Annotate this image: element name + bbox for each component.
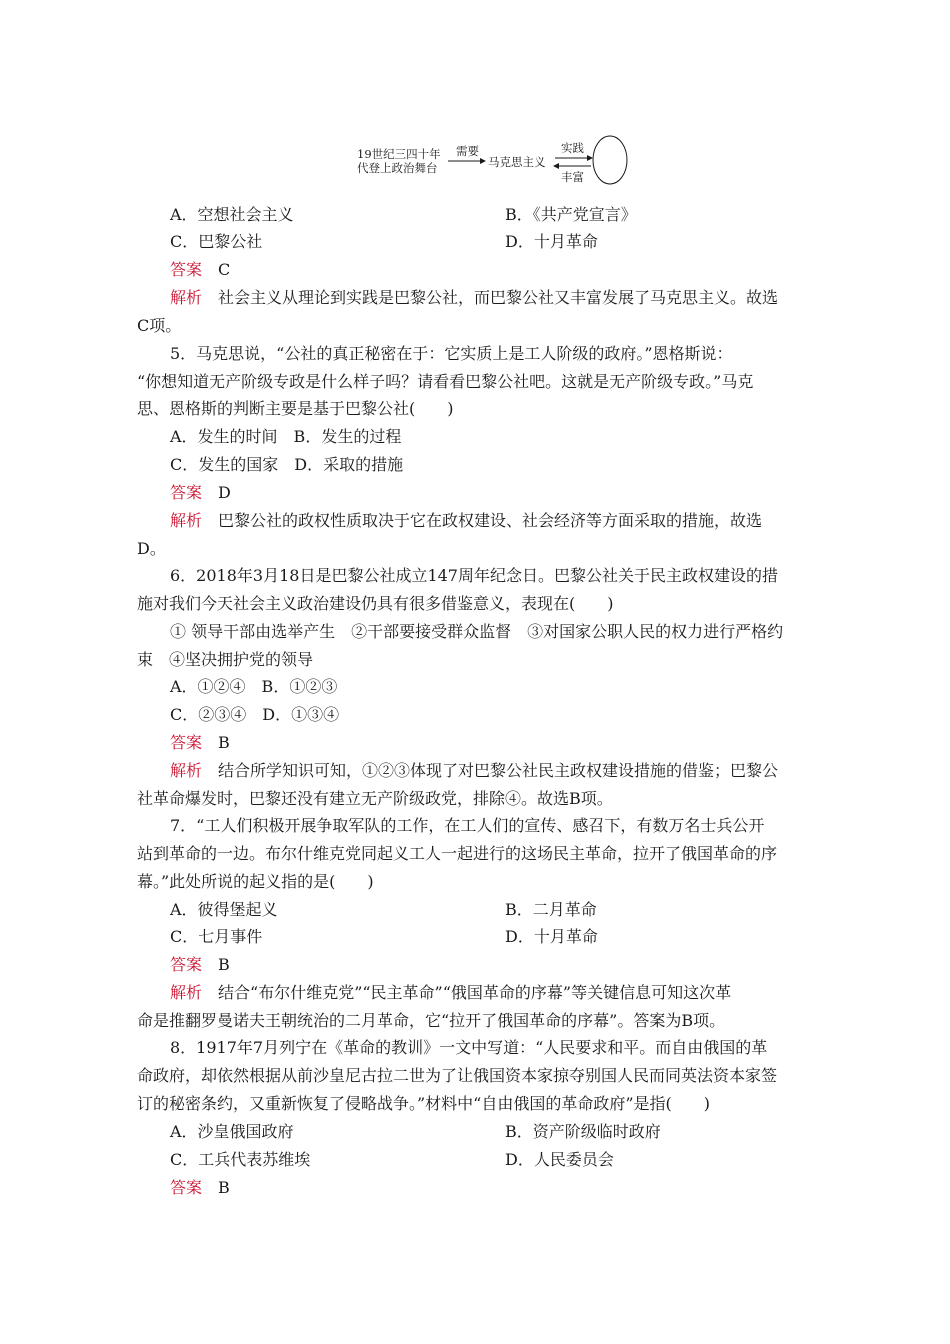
q5-answer xyxy=(170,483,850,503)
q6-answer xyxy=(170,733,850,753)
q8-option-d: D．人民委员会 xyxy=(505,1150,614,1169)
q5-options-line-1: A．发生的时间 B．发生的过程 xyxy=(170,427,402,446)
diagram-arrow-label: 需要 xyxy=(456,144,479,158)
q6-items-line-1: ① 领导干部由选举产生 ②干部要接受群众监督 ③对国家公职人民的权力进行严格约 xyxy=(170,622,784,641)
analysis-text: 结合所学知识可知，①②③体现了对巴黎公社民主政权建设措施的借鉴；巴黎公 xyxy=(218,761,779,780)
analysis-label: 解析 xyxy=(170,288,203,307)
answer-value: B xyxy=(218,1178,230,1197)
analysis-label: 解析 xyxy=(170,761,203,780)
q7-answer xyxy=(170,955,850,975)
q4-option-b: B．《共产党宣言》 xyxy=(505,205,637,224)
diagram-left-line-1: 19世纪三四十年 xyxy=(357,147,441,161)
diagram-top-label: 实践 xyxy=(561,141,584,155)
q5-stem-line-1: 5．马克思说，“公社的真正秘密在于：它实质上是工人阶级的政府。”恩格斯说： xyxy=(170,344,733,363)
double-arrow-icon xyxy=(553,154,593,170)
q7-option-d: D．十月革命 xyxy=(505,927,598,946)
q6-stem-line-1: 6．2018年3月18日是巴黎公社成立147周年纪念日。巴黎公社关于民主政权建设的措 xyxy=(170,566,778,585)
q7-stem-line-1: 7．“工人们积极开展争取军队的工作，在工人们的宣传、感召下，有数万名士兵公开 xyxy=(170,816,765,835)
q4-option-a: A．空想社会主义 xyxy=(170,205,294,224)
answer-label: 答案 xyxy=(170,955,203,974)
analysis-label: 解析 xyxy=(170,511,203,530)
answer-value: B xyxy=(218,955,230,974)
diagram-center-label: 马克思主义 xyxy=(488,155,546,169)
q7-analysis-line-2: 命是推翻罗曼诺夫王朝统治的二月革命，它“拉开了俄国革命的序幕”。答案为B项。 xyxy=(137,1011,726,1030)
q5-analysis-line-2: D。 xyxy=(137,539,166,558)
q6-analysis-line-2: 社革命爆发时，巴黎还没有建立无产阶级政党，排除④。故选B项。 xyxy=(137,789,613,808)
q8-stem-line-3: 订的秘密条约，又重新恢复了侵略战争。”材料中“自由俄国的革命政府”是指( ) xyxy=(137,1094,711,1113)
q8-option-b: B．资产阶级临时政府 xyxy=(505,1122,661,1141)
q4-analysis-line-2: C项。 xyxy=(137,316,182,335)
q4-option-c: C．巴黎公社 xyxy=(170,232,263,251)
q5-options-line-2: C．发生的国家 D．采取的措施 xyxy=(170,455,404,474)
answer-value: B xyxy=(218,733,230,752)
answer-value: C xyxy=(218,260,231,279)
q7-option-b: B．二月革命 xyxy=(505,900,597,919)
q6-items-line-2: 束 ④坚决拥护党的领导 xyxy=(137,650,314,669)
q7-option-a: A．彼得堡起义 xyxy=(170,900,278,919)
q8-answer xyxy=(170,1178,850,1198)
right-arrow-icon xyxy=(446,156,486,166)
answer-label: 答案 xyxy=(170,260,203,279)
analysis-text: 社会主义从理论到实践是巴黎公社，而巴黎公社又丰富发展了马克思主义。故选 xyxy=(218,288,779,307)
q7-option-c: C．七月事件 xyxy=(170,927,263,946)
q5-analysis-line-1 xyxy=(170,511,850,531)
q7-stem-line-2: 站到革命的一边。布尔什维克党同起义工人一起进行的这场民主革命，拉开了俄国革命的序 xyxy=(137,844,778,863)
diagram-bottom-label: 丰富 xyxy=(561,170,584,184)
q8-stem-line-2: 命政府，却依然根据从前沙皇尼古拉二世为了让俄国资本家掠夺别国人民而同英法资本家签 xyxy=(137,1066,778,1085)
q6-options-line-2: C．②③④ D．①③④ xyxy=(170,705,340,724)
answer-value: D xyxy=(218,483,231,502)
analysis-label: 解析 xyxy=(170,983,203,1002)
q5-stem-line-2: “你想知道无产阶级专政是什么样子吗？请看看巴黎公社吧。这就是无产阶级专政。”马克 xyxy=(137,372,754,391)
answer-label: 答案 xyxy=(170,1178,203,1197)
q6-options-line-1: A．①②④ B．①②③ xyxy=(170,677,338,696)
q7-stem-line-3: 幕。”此处所说的起义指的是( ) xyxy=(137,872,374,891)
diagram-left-line-2: 代登上政治舞台 xyxy=(357,161,438,175)
q5-stem-line-3: 思、恩格斯的判断主要是基于巴黎公社( ) xyxy=(137,399,454,418)
q8-option-a: A．沙皇俄国政府 xyxy=(170,1122,294,1141)
blank-oval-shape xyxy=(591,134,629,186)
q4-analysis-line-1 xyxy=(170,288,850,308)
q8-option-c: C．工兵代表苏维埃 xyxy=(170,1150,311,1169)
q6-stem-line-2: 施对我们今天社会主义政治建设仍具有很多借鉴意义，表现在( ) xyxy=(137,594,614,613)
analysis-text: 巴黎公社的政权性质取决于它在政权建设、社会经济等方面采取的措施，故选 xyxy=(218,511,763,530)
q4-option-d: D．十月革命 xyxy=(505,232,598,251)
q6-analysis-line-1 xyxy=(170,761,850,781)
q8-stem-line-1: 8．1917年7月列宁在《革命的教训》一文中写道：“人民要求和平。而自由俄国的革 xyxy=(170,1038,768,1057)
answer-label: 答案 xyxy=(170,733,203,752)
q7-analysis-line-1 xyxy=(170,983,850,1003)
analysis-text: 结合“布尔什维克党”“民主革命”“俄国革命的序幕”等关键信息可知这次革 xyxy=(218,983,732,1002)
q4-answer xyxy=(170,260,850,280)
answer-label: 答案 xyxy=(170,483,203,502)
